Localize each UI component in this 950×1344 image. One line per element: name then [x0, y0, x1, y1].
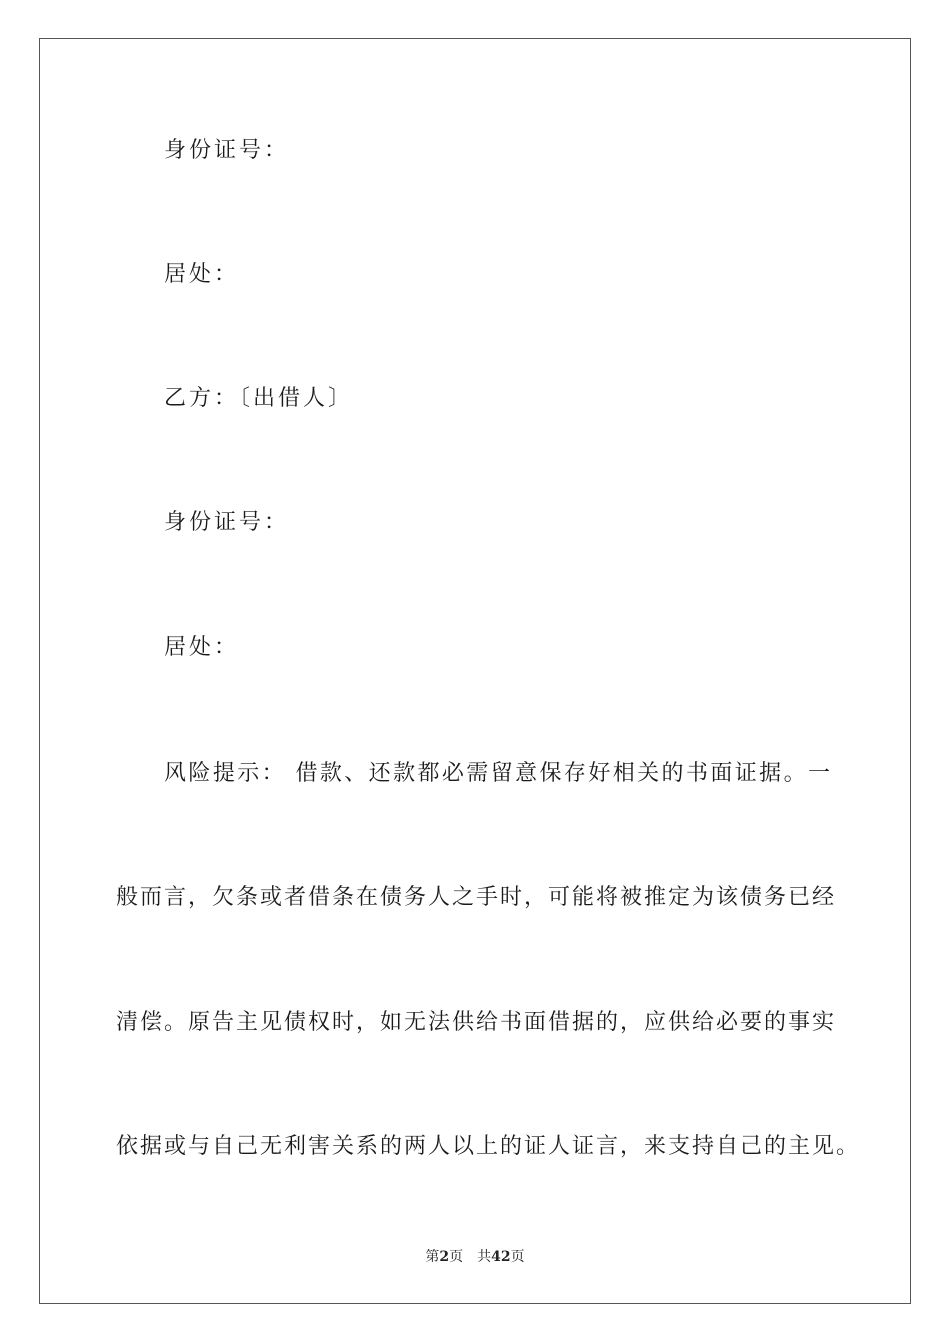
page-number: 2 [439, 1249, 450, 1265]
risk-notice-line-1: 风险提示： 借款、还款都必需留意保存好相关的书面证据。一 [164, 761, 832, 786]
address-label-party-a: 居处： [164, 262, 240, 287]
total-suffix: 页 [510, 1249, 525, 1265]
page-footer [0, 1247, 950, 1267]
address-label-party-b: 居处： [164, 635, 240, 660]
total-prefix: 共 [477, 1249, 492, 1265]
id-number-label-party-a: 身份证号： [164, 138, 290, 163]
party-b-lender-label: 乙方：〔出借人〕 [164, 386, 354, 411]
total-pages: 42 [491, 1249, 511, 1265]
page-suffix: 页 [449, 1249, 464, 1265]
page-prefix: 第 [425, 1249, 440, 1265]
page-frame [39, 38, 911, 1304]
risk-notice-line-4: 依据或与自己无利害关系的两人以上的证人证言，来支持自己的主见。 [116, 1134, 861, 1159]
id-number-label-party-b: 身份证号： [164, 510, 290, 535]
risk-notice-line-3: 清偿。原告主见债权时，如无法供给书面借据的，应供给必要的事实 [116, 1010, 837, 1035]
risk-notice-line-2: 般而言，欠条或者借条在债务人之手时，可能将被推定为该债务已经 [116, 885, 837, 910]
